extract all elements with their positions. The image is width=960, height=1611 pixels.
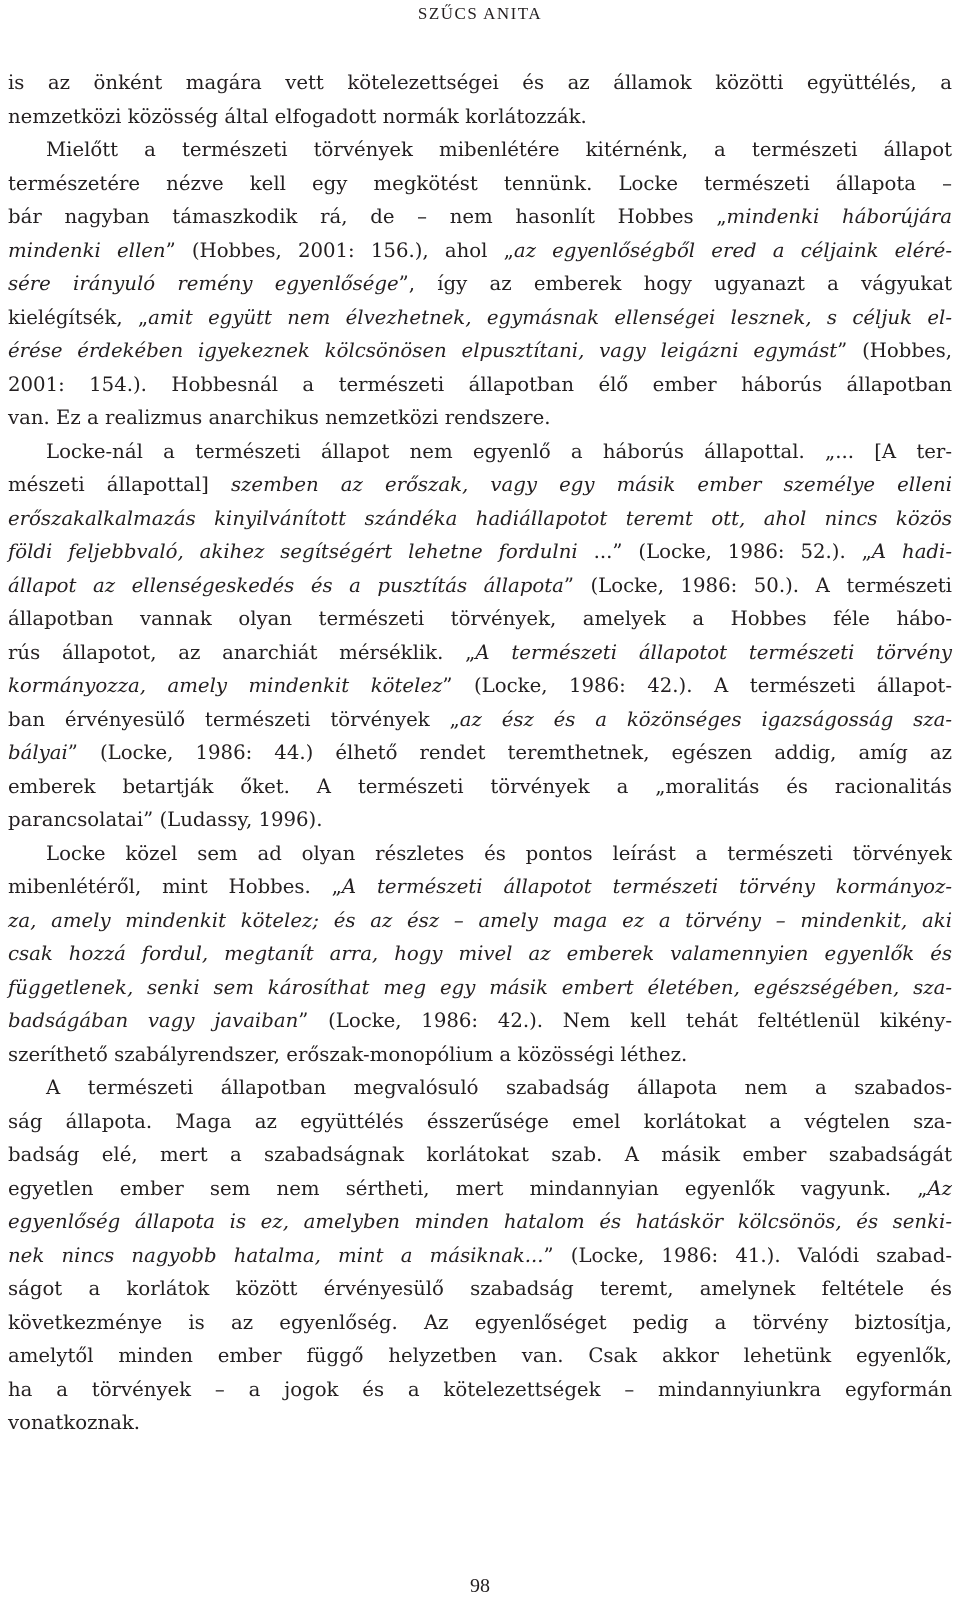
text-line — [8, 770, 952, 804]
body-text-run: 2001: 154.). Hobbesnál a természeti állapotban élő ember háborús állapotban — [8, 372, 952, 396]
quotation-text: csak hozzá fordul, megtanít arra, hogy mivel az emberek valamennyien egyenlők és — [8, 942, 952, 965]
quotation-text: A természeti állapotot természeti törvény — [475, 640, 952, 664]
quotation-text: függetlenek, senki sem károsíthat meg egy másik embert életében, egészségében, sza- — [8, 975, 952, 999]
text-line — [8, 971, 952, 1005]
body-text-run: ha a törvények – a jogok és a kötelezettségek – mindannyiunkra egyformán — [8, 1377, 952, 1401]
text-line — [8, 502, 952, 536]
text-line — [8, 870, 952, 904]
body-text-run: ban érvényesülő természeti törvények „ — [8, 707, 460, 731]
paragraph — [8, 133, 952, 435]
text-line — [8, 669, 952, 703]
text-line — [8, 401, 952, 435]
quotation-text: érése érdekében igyekeznek kölcsönösen elpusztítani, vagy leigázni egymást — [8, 339, 838, 362]
text-line — [8, 1105, 952, 1139]
body-text-run: egyetlen ember sem nem sértheti, mert mindannyian egyenlők vagyunk. „ — [8, 1176, 928, 1200]
text-line — [8, 267, 952, 301]
body-text-run: Locke-nál a természeti állapot nem egyenlő a háborús állapottal. „... [A ter- — [46, 439, 952, 463]
text-line — [8, 167, 952, 201]
body-text-run: Locke közel sem ad olyan részletes és pontos leírást a természeti törvények — [46, 841, 952, 865]
body-text-run: parancsolatai” (Ludassy, 1996). — [8, 808, 323, 831]
paragraph — [8, 837, 952, 1072]
body-text-run: következménye is az egyenlőség. Az egyenlőséget pedig a törvény biztosítja, — [8, 1310, 952, 1334]
body-text-run: ” (Locke, 1986: 42.). Nem kell tehát feltétlenül kikény- — [298, 1009, 952, 1032]
quotation-text: egyenlőség állapota is ez, amelyben minden hatalom és hatáskör kölcsönös, és senki- — [8, 1210, 952, 1233]
quotation-text: badságában vagy javaiban — [8, 1009, 299, 1032]
body-text-run: ” (Locke, 1986: 50.). A természeti — [563, 573, 952, 597]
body-text-run: ” (Hobbes, — [837, 339, 952, 362]
text-line — [8, 1205, 952, 1239]
quotation-text: állapot az ellenségeskedés és a pusztítás állapota — [8, 573, 564, 597]
text-line — [8, 904, 952, 938]
body-text-run: mészeti állapottal] — [8, 473, 231, 496]
text-line — [8, 66, 952, 100]
body-text-run: ságot a korlátok között érvényesülő szabadság teremt, amelynek feltétele és — [8, 1277, 952, 1300]
text-line — [8, 937, 952, 971]
body-text-run: ság állapota. Maga az együttélés ésszerűsége emel korlátokat a végtelen sza- — [8, 1109, 952, 1133]
text-line — [8, 1339, 952, 1373]
text-line — [8, 736, 952, 770]
text-line — [8, 334, 952, 368]
quotation-text: mindenki háborújára — [726, 205, 952, 228]
text-line — [8, 234, 952, 268]
text-line — [8, 133, 952, 167]
text-line — [8, 837, 952, 871]
text-line — [8, 301, 952, 335]
body-text-run: is az önként magára vett kötelezettségei és az államok közötti együttélés, a — [8, 71, 952, 94]
body-text-run: vonatkoznak. — [8, 1411, 141, 1434]
text-line — [8, 1373, 952, 1407]
body-text-run: állapotban vannak olyan természeti törvények, amelyek a Hobbes féle hábo- — [8, 607, 952, 630]
paragraph — [8, 1071, 952, 1440]
body-text-run: ...” (Locke, 1986: 52.). „ — [577, 540, 872, 563]
text-line — [8, 703, 952, 737]
text-line — [8, 602, 952, 636]
quotation-text: az ész és a közönséges igazságosság sza- — [459, 707, 953, 731]
body-text-run: szeríthető szabályrendszer, erőszak-monopólium a közösségi léthez. — [8, 1042, 688, 1066]
paragraph — [8, 435, 952, 837]
body-text-run: Mielőtt a természeti törvények mibenlétére kitérnénk, a természeti állapot — [46, 138, 952, 161]
quotation-text: mindenki ellen — [8, 238, 166, 262]
text-line — [8, 368, 952, 402]
body-text-run: amelytől minden ember függő helyzetben van. Csak akkor lehetünk egyenlők, — [8, 1344, 952, 1367]
body-text-run: rús állapotot, az anarchiát mérséklik. „ — [8, 640, 476, 664]
body-text-run: van. Ez a realizmus anarchikus nemzetközi rendszere. — [8, 406, 551, 429]
body-text-run: ” (Locke, 1986: 42.). A természeti állapot- — [442, 674, 952, 697]
body-text-run: badság elé, mert a szabadságnak korlátokat szab. A másik ember szabadságát — [8, 1143, 952, 1166]
body-text-run: nemzetközi közösség által elfogadott normák korlátozzák. — [8, 104, 587, 128]
text-line — [8, 468, 952, 502]
text-line — [8, 200, 952, 234]
body-text-run: kielégítsék, „ — [8, 305, 149, 329]
quotation-text: földi feljebbvaló, akihez segítségért lehetne fordulni — [8, 540, 578, 563]
text-line — [8, 100, 952, 134]
text-line — [8, 1071, 952, 1105]
body-text-run: bár nagyban támaszkodik rá, de – nem hasonlít Hobbes „ — [8, 205, 727, 228]
text-line — [8, 1004, 952, 1038]
paragraph — [8, 66, 952, 133]
text-line — [8, 636, 952, 670]
body-text-run: A természeti állapotban megvalósuló szabadság állapota nem a szabados- — [46, 1076, 952, 1099]
quotation-text: za, amely mindenkit kötelez; és az ész – amely maga ez a törvény – mindenkit, aki — [8, 908, 952, 932]
quotation-text: A hadi- — [871, 540, 952, 563]
quotation-text: erőszakalkalmazás kinyilvánított szándéka hadiállapotot teremt ott, ahol nincs közös — [8, 506, 952, 530]
body-text-run: emberek betartják őket. A természeti törvények a „moralitás és racionalitás — [8, 774, 952, 798]
quotation-text: nek nincs nagyobb hatalma, mint a másiknak... — [8, 1243, 544, 1267]
text-line — [8, 1306, 952, 1340]
quotation-text: szemben az erőszak, vagy egy másik ember személye elleni — [230, 473, 953, 496]
text-line — [8, 535, 952, 569]
text-line — [8, 1272, 952, 1306]
running-head: SZŰCS ANITA — [417, 4, 543, 23]
text-line — [8, 1172, 952, 1206]
text-line — [8, 435, 952, 469]
body-text-run: mibenlétéről, mint Hobbes. „ — [8, 875, 342, 898]
body-text-run: természetére nézve kell egy megkötést tennünk. Locke természeti állapota – — [8, 171, 952, 195]
body-text-run: ” (Locke, 1986: 44.) élhető rendet teremthetnek, egészen addig, amíg az — [67, 741, 952, 764]
body-text — [8, 66, 952, 1440]
body-text-run: ” (Hobbes, 2001: 156.), ahol „ — [165, 238, 514, 262]
quotation-text: Az — [927, 1176, 952, 1200]
quotation-text: az egyenlőségből ered a céljaink eléré- — [513, 238, 952, 262]
quotation-text: A természeti állapotot természeti törvény kormányoz- — [341, 875, 952, 898]
quotation-text: kormányozza, amely mindenkit kötelez — [8, 674, 443, 697]
text-line — [8, 803, 952, 837]
quotation-text: sére irányuló remény egyenlősége — [8, 272, 399, 295]
text-line — [8, 1239, 952, 1273]
body-text-run: ”, így az emberek hogy ugyanazt a vágyukat — [398, 272, 952, 295]
quotation-text: bályai — [8, 741, 68, 764]
text-line — [8, 569, 952, 603]
text-line — [8, 1038, 952, 1072]
page-number: 98 — [470, 1575, 490, 1597]
text-line — [8, 1406, 952, 1440]
text-line — [8, 1138, 952, 1172]
body-text-run: ” (Locke, 1986: 41.). Valódi szabad- — [543, 1243, 952, 1267]
quotation-text: amit együtt nem élvezhetnek, egymásnak ellenségei lesznek, s céljuk el- — [148, 305, 952, 329]
